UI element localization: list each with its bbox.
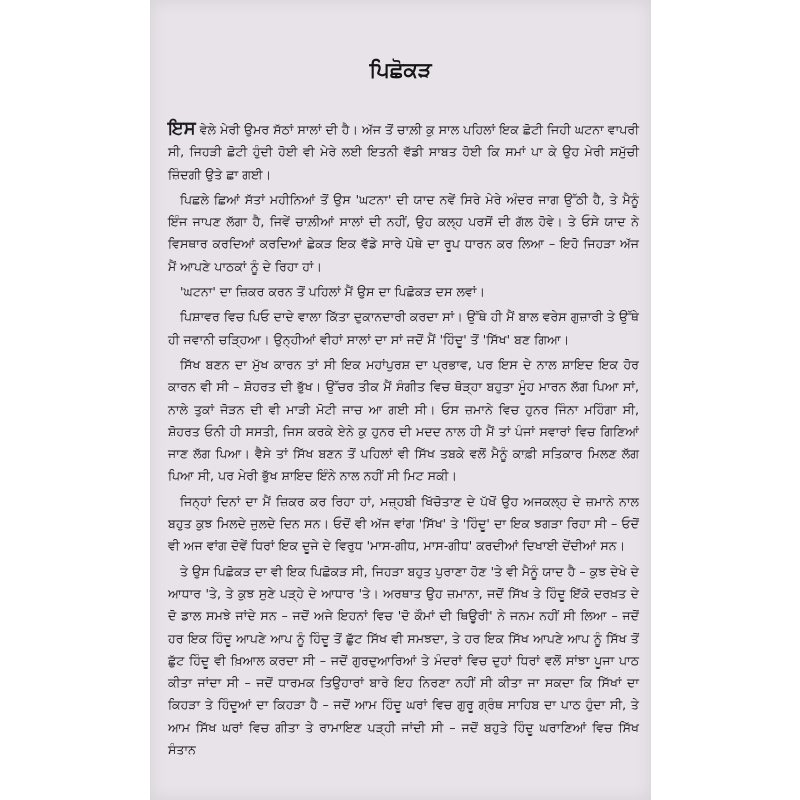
paragraph-lead-word: ਇਸ bbox=[168, 118, 196, 139]
chapter-title: ਪਿਛੋਕੜ bbox=[369, 58, 432, 82]
paragraph: ਸਿੱਖ ਬਣਨ ਦਾ ਮੁੱਖ ਕਾਰਨ ਤਾਂ ਸੀ ਇਕ ਮਹਾਂਪੁਰਸ਼ ਦਾ ਪ੍ਰਭਾਵ, ਪਰ ਇਸ ਦੇ ਨਾਲ ਸ਼ਾਇਦ ਇਕ ਹੋਰ ਕਾਰਨ ਵੀ ਸੀ – ਸ਼ੋਹਰਤ ਦੀ ਭੁੱਖ। ਉੱਚਰ ਤੀਕ ਮੈਂ ਸੰਗੀਤ ਵਿਚ ਥੋੜ੍ਹਾ ਬਹੁਤਾ ਮੂੰਹ ਮਾਰਨ ਲੱਗ ਪਿਆ ਸਾਂ, ਨਾਲੇ ਤੁਕਾਂ ਜੋੜਨ ਦੀ ਵੀ ਮਾੜੀ ਮੋਟੀ ਜਾਚ ਆ ਗਈ ਸੀ। ਓਸ ਜ਼ਮਾਨੇ ਵਿਚ ਹੁਨਰ ਜਿੰਨਾ ਮਹਿੰਗਾ ਸੀ, ਸ਼ੋਹਰਤ ਓਨੀ ਹੀ ਸਸਤੀ, ਜਿਸ ਕਰਕੇ ਏਨੇ ਕੁ ਹੁਨਰ ਦੀ ਮਦਦ ਨਾਲ ਹੀ ਮੈਂ ਤਾਂ ਪੰਜਾਂ ਸਵਾਰਾਂ ਵਿਚ ਗਿਣਿਆਂ ਜਾਣ ਲੱਗ ਪਿਆ। ਵੈਸੇ ਤਾਂ ਸਿੱਖ ਬਣਨ ਤੋਂ ਪਹਿਲਾਂ ਵੀ ਸਿੱਖ ਤਬਕੇ ਵਲੋਂ ਮੈਨੂੰ ਕਾਫ਼ੀ ਸਤਿਕਾਰ ਮਿਲਣ ਲੱਗ ਪਿਆ ਸੀ, ਪਰ ਮੇਰੀ ਭੁੱਖ ਸ਼ਾਇਦ ਇੰਨੇ ਨਾਲ ਨਹੀਂ ਸੀ ਮਿਟ ਸਕੀ। bbox=[168, 356, 639, 484]
paragraph: ਪਿਛਲੇ ਛਿਆਂ ਸੱਤਾਂ ਮਹੀਨਿਆਂ ਤੋਂ ਉਸ 'ਘਟਨਾ' ਦੀ ਯਾਦ ਨਵੇਂ ਸਿਰੇ ਮੇਰੇ ਅੰਦਰ ਜਾਗ ਉੱਠੀ ਹੈ, ਤੇ ਮੈਨੂੰ ਇੰਜ ਜਾਪਣ ਲੱਗਾ ਹੈ, ਜਿਵੇਂ ਚਾਲ਼ੀਆਂ ਸਾਲਾਂ ਦੀ ਨਹੀਂ, ਉਹ ਕਲ੍ਹ ਪਰਸੋਂ ਦੀ ਗੱਲ ਹੋਵੇ। ਤੇ ਓਸੇ ਯਾਦ ਨੇ ਵਿਸਥਾਰ ਕਰਦਿਆਂ ਕਰਦਿਆਂ ਛੇਕੜ ਇਕ ਵੱਡੇ ਸਾਰੇ ਪੋਥੇ ਦਾ ਰੂਪ ਧਾਰਨ ਕਰ ਲਿਆ – ਇਹੋ ਜਿਹੜਾ ਅੱਜ ਮੈਂ ਆਪਣੇ ਪਾਠਕਾਂ ਨੂੰ ਦੇ ਰਿਹਾ ਹਾਂ। bbox=[168, 191, 639, 274]
paragraph: ਤੇ ਉਸ ਪਿਛੋਕੜ ਦਾ ਵੀ ਇਕ ਪਿਛੋਕੜ ਸੀ, ਜਿਹੜਾ ਬਹੁਤ ਪੁਰਾਣਾ ਹੋਣ 'ਤੇ ਵੀ ਮੈਨੂੰ ਯਾਦ ਹੈ – ਕੁਝ ਦੇਖੇ ਦੇ ਆਧਾਰ 'ਤੇ, ਤੇ ਕੁਝ ਸੁਣੇ ਪੜ੍ਹੇ ਦੇ ਆਧਾਰ 'ਤੇ। ਅਰਥਾਤ ਉਹ ਜ਼ਮਾਨਾ, ਜਦੋਂ ਸਿੱਖ ਤੇ ਹਿੰਦੂ ਇੱਕੋ ਦਰਖ਼ਤ ਦੇ ਦੋ ਡਾਲ ਸਮਝੇ ਜਾਂਦੇ ਸਨ – ਜਦੋਂ ਅਜੇ ਇਹਨਾਂ ਵਿਚ 'ਦੋ ਕੌਮਾਂ ਦੀ ਥਿਊਰੀ' ਨੇ ਜਨਮ ਨਹੀਂ ਸੀ ਲਿਆ – ਜਦੋਂ ਹਰ ਇਕ ਹਿੰਦੂ ਆਪਣੇ ਆਪ ਨੂੰ ਹਿੰਦੂ ਤੋਂ ਛੁੱਟ ਸਿੱਖ ਵੀ ਸਮਝਦਾ, ਤੇ ਹਰ ਇਕ ਸਿੱਖ ਆਪਣੇ ਆਪ ਨੂੰ ਸਿੱਖ ਤੋਂ ਛੁੱਟ ਹਿੰਦੂ ਵੀ ਖ਼ਿਆਲ ਕਰਦਾ ਸੀ – ਜਦੋਂ ਗੁਰਦੁਆਰਿਆਂ ਤੇ ਮੰਦਰਾਂ ਵਿਚ ਦੁਹਾਂ ਧਿਰਾਂ ਵਲੋਂ ਸਾਂਝਾ ਪੂਜਾ ਪਾਠ ਕੀਤਾ ਜਾਂਦਾ ਸੀ – ਜਦੋਂ ਧਾਰਮਕ ਤਿਉਹਾਰਾਂ ਬਾਰੇ ਇਹ ਨਿਰਣਾ ਨਹੀਂ ਸੀ ਕੀਤਾ ਜਾ ਸਕਦਾ ਕਿ ਸਿੱਖਾਂ ਦਾ ਕਿਹੜਾ ਤੇ ਹਿੰਦੂਆਂ ਦਾ ਕਿਹੜਾ ਹੈ – ਜਦੋਂ ਆਮ ਹਿੰਦੂ ਘਰਾਂ ਵਿਚ ਗੁਰੂ ਗ੍ਰੰਥ ਸਾਹਿਬ ਦਾ ਪਾਠ ਹੁੰਦਾ ਸੀ, ਤੇ ਆਮ ਸਿੱਖ ਘਰਾਂ ਵਿਚ ਗੀਤਾ ਤੇ ਰਾਮਾਇਣ ਪੜ੍ਹੀ ਜਾਂਦੀ ਸੀ – ਜਦੋਂ ਬਹੁਤੇ ਹਿੰਦੂ ਘਰਾਣਿਆਂ ਵਿਚ ਸਿੱਖ ਸੰਤਾਨ bbox=[168, 563, 639, 758]
paragraph: ਜਿਨ੍ਹਾਂ ਦਿਨਾਂ ਦਾ ਮੈਂ ਜ਼ਿਕਰ ਕਰ ਰਿਹਾ ਹਾਂ, ਮਜ਼੍ਹਬੀ ਖਿੱਚੋਤਾਣ ਦੇ ਪੱਖੋਂ ਉਹ ਅਜਕਲ੍ਹ ਦੇ ਜ਼ਮਾਨੇ ਨਾਲ ਬਹੁਤ ਕੁਝ ਮਿਲਦੇ ਜੁਲਦੇ ਦਿਨ ਸਨ। ਓਦੋਂ ਵੀ ਅੱਜ ਵਾਂਗ 'ਸਿੱਖ' ਤੇ 'ਹਿੰਦੂ' ਦਾ ਇਕ ਝਗੜਾ ਰਿਹਾ ਸੀ – ਓਦੋਂ ਵੀ ਅਜ ਵਾਂਗ ਦੋਵੇਂ ਧਿਰਾਂ ਇਕ ਦੂਜੇ ਦੇ ਵਿਰੁਧ 'ਮਾਸ-ਗੀਧ, ਮਾਸ-ਗੀਧ' ਕਰਦੀਆਂ ਦਿਖਾਈ ਦੇਂਦੀਆਂ ਸਨ। bbox=[168, 493, 639, 554]
paragraph bbox=[168, 118, 639, 186]
paragraph: 'ਘਟਨਾ' ਦਾ ਜ਼ਿਕਰ ਕਰਨ ਤੋਂ ਪਹਿਲਾਂ ਮੈਂ ਉਸ ਦਾ ਪਿਛੋਕੜ ਦਸ ਲਵਾਂ। bbox=[180, 284, 485, 300]
chapter-body bbox=[168, 118, 639, 764]
paragraph: ਪਿਸ਼ਾਵਰ ਵਿਚ ਪਿਓ ਦਾਦੇ ਵਾਲਾ ਕਿੱਤਾ ਦੁਕਾਨਦਾਰੀ ਕਰਦਾ ਸਾਂ। ਉੱਥੇ ਹੀ ਮੈਂ ਬਾਲ ਵਰੇਸ ਗੁਜ਼ਾਰੀ ਤੇ ਉੱਥੇ ਹੀ ਜਵਾਨੀ ਚੜ੍ਹਿਆ। ਉਨ੍ਹੀਆਂ ਵੀਹਾਂ ਸਾਲਾਂ ਦਾ ਸਾਂ ਜਦੋਂ ਮੈਂ 'ਹਿੰਦੂ' ਤੋਂ 'ਸਿੱਖ' ਬਣ ਗਿਆ। bbox=[168, 309, 639, 347]
paragraph-text: ਵੇਲੇ ਮੇਰੀ ਉਮਰ ਸੱਠਾਂ ਸਾਲਾਂ ਦੀ ਹੈ। ਅੱਜ ਤੋਂ ਚਾਲ਼ੀ ਕੁ ਸਾਲ ਪਹਿਲਾਂ ਇਕ ਛੋਟੀ ਜਿਹੀ ਘਟਨਾ ਵਾਪਰੀ ਸੀ, ਜਿਹੜੀ ਛੋਟੀ ਹੁੰਦੀ ਹੋਈ ਵੀ ਮੇਰੇ ਲਈ ਇਤਨੀ ਵੱਡੀ ਸਾਬਤ ਹੋਈ ਕਿ ਸਮਾਂ ਪਾ ਕੇ ਉਹ ਮੇਰੀ ਸਮੁੱਚੀ ਜ਼ਿੰਦਗੀ ਉਤੇ ਛਾ ਗਈ। bbox=[168, 122, 639, 182]
book-page bbox=[150, 0, 651, 800]
